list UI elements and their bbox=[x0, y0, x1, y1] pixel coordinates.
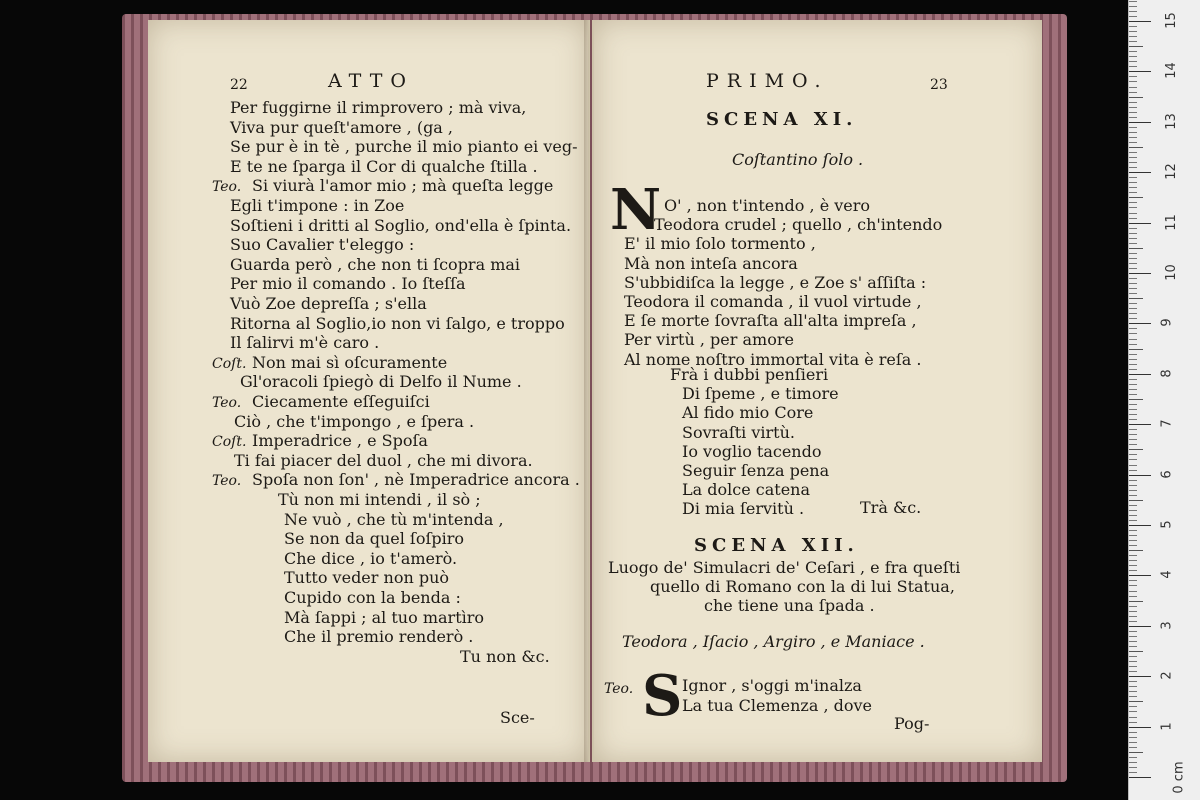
ruler-label: 13 bbox=[1163, 113, 1179, 130]
ruler-tick bbox=[1129, 394, 1137, 395]
ruler-tick bbox=[1129, 747, 1137, 748]
verse-line: Tù non mi intendi , il sò ; bbox=[278, 490, 481, 509]
ruler-tick bbox=[1129, 621, 1137, 622]
ruler-tick bbox=[1129, 187, 1137, 188]
ruler-tick bbox=[1129, 167, 1137, 168]
ruler-tick bbox=[1129, 459, 1137, 460]
verse-line: Gl'oracoli ſpiegò di Delfo il Nume . bbox=[240, 372, 522, 392]
scene-xi-cast: Coſtantino ſolo . bbox=[732, 150, 864, 169]
verse-line: Viva pur queſt'amore , (ga , bbox=[230, 117, 454, 137]
ruler-tick bbox=[1129, 36, 1137, 37]
page-number-left: 22 bbox=[230, 77, 248, 93]
verse-line: Teodora crudel ; quello , ch'intendo bbox=[654, 215, 943, 235]
ruler-tick bbox=[1129, 379, 1137, 380]
ruler-tick bbox=[1129, 636, 1137, 637]
verse-line: Teodora il comanda , il vuol virtude , bbox=[624, 292, 922, 311]
ruler-tick bbox=[1129, 565, 1137, 566]
ruler-tick bbox=[1129, 288, 1137, 289]
ruler-tick bbox=[1129, 122, 1151, 123]
ruler-label: 9 bbox=[1159, 318, 1175, 328]
verse-line: Imperadrice , e Spoſa bbox=[252, 431, 428, 451]
ruler-tick bbox=[1129, 545, 1137, 546]
ruler-tick bbox=[1129, 737, 1137, 738]
ruler-tick bbox=[1129, 686, 1137, 687]
ruler-tick bbox=[1129, 550, 1143, 551]
ruler-label: 7 bbox=[1159, 419, 1175, 428]
verse-line: Non mai sì oſcuramente bbox=[252, 352, 448, 372]
verse-line: Mà ſappi ; al tuo martìro bbox=[284, 607, 485, 627]
ruler-tick bbox=[1129, 757, 1137, 758]
ruler-tick bbox=[1129, 263, 1137, 264]
verse-line: Suo Cavalier t'eleggo : bbox=[230, 235, 415, 255]
verse-line: Per mio il comando . Io ſteſſa bbox=[230, 274, 466, 294]
ruler-label: 10 bbox=[1163, 264, 1179, 281]
ruler-tick bbox=[1129, 6, 1137, 7]
ruler-tick bbox=[1129, 354, 1137, 355]
aria-line: Di mia ſervitù . bbox=[682, 499, 805, 519]
ruler-tick bbox=[1129, 21, 1151, 22]
ruler-tick bbox=[1129, 258, 1137, 259]
verse-line: Ciò , che t'impongo , e ſpera . bbox=[234, 411, 475, 431]
ruler-tick bbox=[1129, 767, 1137, 768]
aria-line: Al fido mio Core bbox=[682, 403, 814, 423]
verse-line: Se non da quel ſoſpiro bbox=[284, 529, 465, 549]
ruler-tick bbox=[1129, 278, 1137, 279]
ruler-tick bbox=[1129, 454, 1137, 455]
drop-cap-s: S bbox=[642, 663, 683, 729]
ruler-tick bbox=[1129, 142, 1137, 143]
ruler-tick bbox=[1129, 303, 1137, 304]
ruler-tick bbox=[1129, 369, 1137, 370]
ruler-tick bbox=[1129, 727, 1151, 728]
ruler-tick bbox=[1129, 439, 1137, 440]
ruler-tick bbox=[1129, 646, 1137, 647]
ruler-tick bbox=[1129, 651, 1143, 652]
ruler-tick bbox=[1129, 535, 1137, 536]
measurement-ruler bbox=[1128, 0, 1200, 800]
ruler-tick bbox=[1129, 732, 1137, 733]
ruler-label: 4 bbox=[1159, 570, 1175, 580]
ruler-tick bbox=[1129, 374, 1151, 375]
ruler-label: 3 bbox=[1159, 621, 1175, 630]
speaker-label: Teo. bbox=[212, 179, 242, 196]
ruler-tick bbox=[1129, 313, 1137, 314]
ruler-tick bbox=[1129, 414, 1137, 415]
ruler-tick bbox=[1129, 218, 1137, 219]
ruler-tick bbox=[1129, 192, 1137, 193]
ruler-tick bbox=[1129, 349, 1143, 350]
ruler-tick bbox=[1129, 510, 1137, 511]
ruler-tick bbox=[1129, 1, 1137, 2]
ruler-tick bbox=[1129, 424, 1151, 425]
ruler-tick bbox=[1129, 223, 1151, 224]
aria-line: Seguir ſenza pena bbox=[682, 461, 830, 480]
ruler-tick bbox=[1129, 268, 1137, 269]
ruler-tick bbox=[1129, 475, 1151, 476]
verse-line: Cupido con la benda : bbox=[284, 588, 461, 607]
ruler-tick bbox=[1129, 228, 1137, 229]
ruler-tick bbox=[1129, 87, 1137, 88]
ruler-tick bbox=[1129, 243, 1137, 244]
verse-line: O' , non t'intendo , è vero bbox=[664, 196, 871, 215]
ruler-tick bbox=[1129, 389, 1137, 390]
ruler-tick bbox=[1129, 500, 1143, 501]
verse-line: Spoſa non ſon' , nè Imperadrice ancora . bbox=[252, 470, 580, 490]
speaker-label: Teo. bbox=[212, 395, 242, 411]
verse-line: E ſe morte ſovraſta all'alta impreſa , bbox=[624, 311, 917, 331]
ruler-tick bbox=[1129, 127, 1137, 128]
ruler-tick bbox=[1129, 56, 1137, 57]
verse-line: Ignor , s'oggi m'inalza bbox=[682, 676, 862, 695]
ruler-tick bbox=[1129, 16, 1137, 17]
ruler-tick bbox=[1129, 112, 1137, 113]
ruler-tick bbox=[1129, 359, 1137, 360]
ruler-tick bbox=[1129, 76, 1137, 77]
ruler-tick bbox=[1129, 51, 1137, 52]
verse-line: Per fuggirne il rimprovero ; mà viva, bbox=[230, 98, 527, 117]
verse-line: Che dice , io t'amerò. bbox=[284, 548, 458, 568]
ruler-tick bbox=[1129, 46, 1143, 47]
ruler-tick bbox=[1129, 66, 1137, 67]
ruler-tick bbox=[1129, 661, 1137, 662]
right-page bbox=[592, 20, 1042, 762]
ruler-label: 1 bbox=[1159, 721, 1175, 731]
ruler-tick bbox=[1129, 102, 1137, 103]
ruler-tick bbox=[1129, 495, 1137, 496]
ruler-tick bbox=[1129, 344, 1137, 345]
ruler-tick bbox=[1129, 409, 1137, 410]
ruler-tick bbox=[1129, 444, 1137, 445]
ruler-tick bbox=[1129, 318, 1137, 319]
ruler-label: 8 bbox=[1159, 369, 1175, 378]
ruler-tick bbox=[1129, 681, 1137, 682]
speaker-teo: Teo. bbox=[604, 681, 634, 697]
ruler-tick bbox=[1129, 717, 1137, 718]
ruler-tick bbox=[1129, 570, 1137, 571]
left-page bbox=[148, 20, 590, 762]
ruler-tick bbox=[1129, 328, 1137, 329]
ruler-tick bbox=[1129, 762, 1137, 763]
ruler-tick bbox=[1129, 404, 1137, 405]
ruler-tick bbox=[1129, 696, 1137, 697]
ruler-tick bbox=[1129, 515, 1137, 516]
ruler-tick bbox=[1129, 147, 1143, 148]
ruler-tick bbox=[1129, 656, 1137, 657]
ruler-tick bbox=[1129, 238, 1137, 239]
ruler-label: 5 bbox=[1159, 520, 1175, 529]
verse-line: Egli t'impone : in Zoe bbox=[230, 196, 405, 215]
running-head-right: PRIMO. bbox=[706, 70, 829, 92]
ruler-tick bbox=[1129, 419, 1137, 420]
ruler-label: 14 bbox=[1163, 62, 1179, 80]
drop-cap-n: N bbox=[610, 177, 662, 243]
ruler-tick bbox=[1129, 157, 1137, 158]
aria-line: Frà i dubbi penſieri bbox=[670, 365, 829, 384]
ruler-tick bbox=[1129, 233, 1137, 234]
ruler-tick bbox=[1129, 722, 1137, 723]
ruler-tick bbox=[1129, 671, 1137, 672]
ruler-label: 2 bbox=[1159, 671, 1175, 680]
verse-line: Se pur è in tè , purche il mio pianto ei veg- bbox=[230, 137, 578, 157]
ruler-tick bbox=[1129, 434, 1137, 435]
verse-line: Soſtieni i dritti al Soglio, ond'ella è ſpinta. bbox=[230, 215, 572, 235]
ruler-label: 6 bbox=[1159, 469, 1175, 479]
ruler-tick bbox=[1129, 666, 1137, 667]
ruler-tick bbox=[1129, 525, 1151, 526]
ruler-tick bbox=[1129, 177, 1137, 178]
ruler-tick bbox=[1129, 273, 1151, 274]
verse-line: E' il mio ſolo tormento , bbox=[624, 234, 816, 254]
verse-line: Vuò Zoe depreſſa ; s'ella bbox=[230, 294, 427, 313]
aria-line: Io voglio tacendo bbox=[682, 441, 822, 461]
ruler-tick bbox=[1129, 490, 1137, 491]
ruler-tick bbox=[1129, 132, 1137, 133]
ruler-tick bbox=[1129, 676, 1151, 677]
ruler-tick bbox=[1129, 585, 1137, 586]
ruler-tick bbox=[1129, 333, 1137, 334]
ruler-tick bbox=[1129, 580, 1137, 581]
ruler-label: 15 bbox=[1163, 12, 1179, 29]
ruler-tick bbox=[1129, 575, 1151, 576]
verse-line: E te ne ſparga il Cor di qualche ſtilla . bbox=[230, 156, 538, 176]
ruler-tick bbox=[1129, 691, 1137, 692]
ruler-tick bbox=[1129, 107, 1137, 108]
ruler-tick bbox=[1129, 298, 1143, 299]
page-number-right: 23 bbox=[930, 77, 948, 93]
catchword-left: Sce- bbox=[500, 708, 535, 727]
ruler-tick bbox=[1129, 606, 1137, 607]
ruler-tick bbox=[1129, 611, 1137, 612]
ruler-tick bbox=[1129, 591, 1137, 592]
ruler-tick bbox=[1129, 283, 1137, 284]
ruler-tick bbox=[1129, 626, 1151, 627]
ruler-tick bbox=[1129, 601, 1143, 602]
ruler-tick bbox=[1129, 213, 1137, 214]
ruler-tick bbox=[1129, 253, 1137, 254]
ruler-tick bbox=[1129, 207, 1137, 208]
ruler-tick bbox=[1129, 505, 1137, 506]
aria-line: Sovraſti virtù. bbox=[682, 422, 795, 442]
ruler-tick bbox=[1129, 711, 1137, 712]
ruler-tick bbox=[1129, 61, 1137, 62]
ruler-tick bbox=[1129, 596, 1137, 597]
verse-line: Ti fai piacer del duol , che mi divora. bbox=[234, 450, 533, 470]
ruler-tick bbox=[1129, 339, 1137, 340]
ruler-tick bbox=[1129, 429, 1137, 430]
ruler-tick bbox=[1129, 742, 1137, 743]
ruler-tick bbox=[1129, 449, 1143, 450]
verse-line: S'ubbidiſca la legge , e Zoe s' aſſiſta : bbox=[624, 272, 927, 292]
ruler-tick bbox=[1129, 364, 1137, 365]
ruler-tick bbox=[1129, 384, 1137, 385]
ruler-tick bbox=[1129, 26, 1137, 27]
ruler-tick bbox=[1129, 137, 1137, 138]
ruler-tick bbox=[1129, 81, 1137, 82]
ruler-tick bbox=[1129, 641, 1137, 642]
ruler-tick bbox=[1129, 202, 1137, 203]
verse-line: Ciecamente eſſeguiſci bbox=[252, 392, 430, 411]
catchword-right: Pog- bbox=[894, 714, 930, 733]
scene-xii-cast: Teodora , Iſacio , Argiro , e Maniace . bbox=[622, 632, 925, 651]
ruler-tick bbox=[1129, 31, 1137, 32]
ruler-label: 12 bbox=[1163, 163, 1179, 180]
ruler-tick bbox=[1129, 752, 1143, 753]
verse-line: Al nome noſtro immortal vita è reſa . bbox=[624, 349, 922, 369]
verse-line: Si viurà l'amor mio ; mà queſta legge bbox=[252, 176, 554, 196]
verse-line: Ne vuò , che tù m'intenda , bbox=[284, 509, 504, 529]
ruler-tick bbox=[1129, 470, 1137, 471]
ruler-tick bbox=[1129, 162, 1137, 163]
ruler-tick bbox=[1129, 540, 1137, 541]
verse-line: Il ſalirvi m'è caro . bbox=[230, 333, 380, 353]
ruler-tick bbox=[1129, 323, 1151, 324]
ruler-tick bbox=[1129, 777, 1151, 778]
speaker-label: Coſt. bbox=[212, 434, 247, 451]
ruler-tick bbox=[1129, 480, 1137, 481]
ruler-tick bbox=[1129, 97, 1143, 98]
ruler-tick bbox=[1129, 293, 1137, 294]
ruler-tick bbox=[1129, 560, 1137, 561]
ruler-tick bbox=[1129, 41, 1137, 42]
verse-line: Per virtù , per amore bbox=[624, 330, 794, 350]
verse-line: La tua Clemenza , dove bbox=[682, 696, 872, 715]
running-head-left: ATTO bbox=[328, 70, 414, 92]
ruler-tick bbox=[1129, 772, 1137, 773]
ruler-tick bbox=[1129, 399, 1143, 400]
verse-line: Tutto veder non può bbox=[284, 568, 450, 588]
ruler-tick bbox=[1129, 520, 1137, 521]
verse-line: Che il premio renderò . bbox=[284, 627, 474, 647]
ruler-tick bbox=[1129, 308, 1137, 309]
scene-title-xi: SCENA XI. bbox=[706, 109, 858, 130]
ruler-tick bbox=[1129, 92, 1137, 93]
ruler-tick bbox=[1129, 631, 1137, 632]
ruler-tick bbox=[1129, 616, 1137, 617]
ruler-tick bbox=[1129, 182, 1137, 183]
aria-end: Trà &c. bbox=[860, 498, 922, 517]
verse-line: Mà non inteſa ancora bbox=[624, 253, 798, 273]
verse-line: Guarda però , che non ti ſcopra mai bbox=[230, 254, 521, 274]
ruler-tick bbox=[1129, 248, 1143, 249]
ruler-tick bbox=[1129, 555, 1137, 556]
setting-line: che tiene una ſpada . bbox=[704, 596, 875, 615]
speaker-label: Teo. bbox=[212, 473, 242, 490]
aria-line: La dolce catena bbox=[682, 480, 810, 500]
verse-line: Tu non &c. bbox=[460, 646, 550, 666]
verse-line: Ritorna al Soglio,io non vi ſalgo, e troppo bbox=[230, 313, 565, 333]
ruler-label: 11 bbox=[1163, 213, 1179, 231]
ruler-tick bbox=[1129, 530, 1137, 531]
ruler-tick bbox=[1129, 197, 1143, 198]
ruler-tick bbox=[1129, 117, 1137, 118]
setting-line: Luogo de' Simulacri de' Ceſari , e fra queſti bbox=[608, 558, 961, 577]
ruler-tick bbox=[1129, 11, 1137, 12]
ruler-tick bbox=[1129, 71, 1151, 72]
aria-line: Di ſpeme , e timore bbox=[682, 384, 839, 404]
ruler-tick bbox=[1129, 701, 1143, 702]
ruler-tick bbox=[1129, 172, 1151, 173]
setting-line: quello di Romano con la di lui Statua, bbox=[650, 577, 955, 596]
ruler-tick bbox=[1129, 152, 1137, 153]
speaker-label: Coſt. bbox=[212, 355, 247, 372]
ruler-tick bbox=[1129, 485, 1137, 486]
ruler-tick bbox=[1129, 706, 1137, 707]
scene-title-xii: SCENA XII. bbox=[694, 535, 859, 556]
ruler-unit-label: 0 cm bbox=[1171, 761, 1187, 794]
ruler-tick bbox=[1129, 465, 1137, 466]
